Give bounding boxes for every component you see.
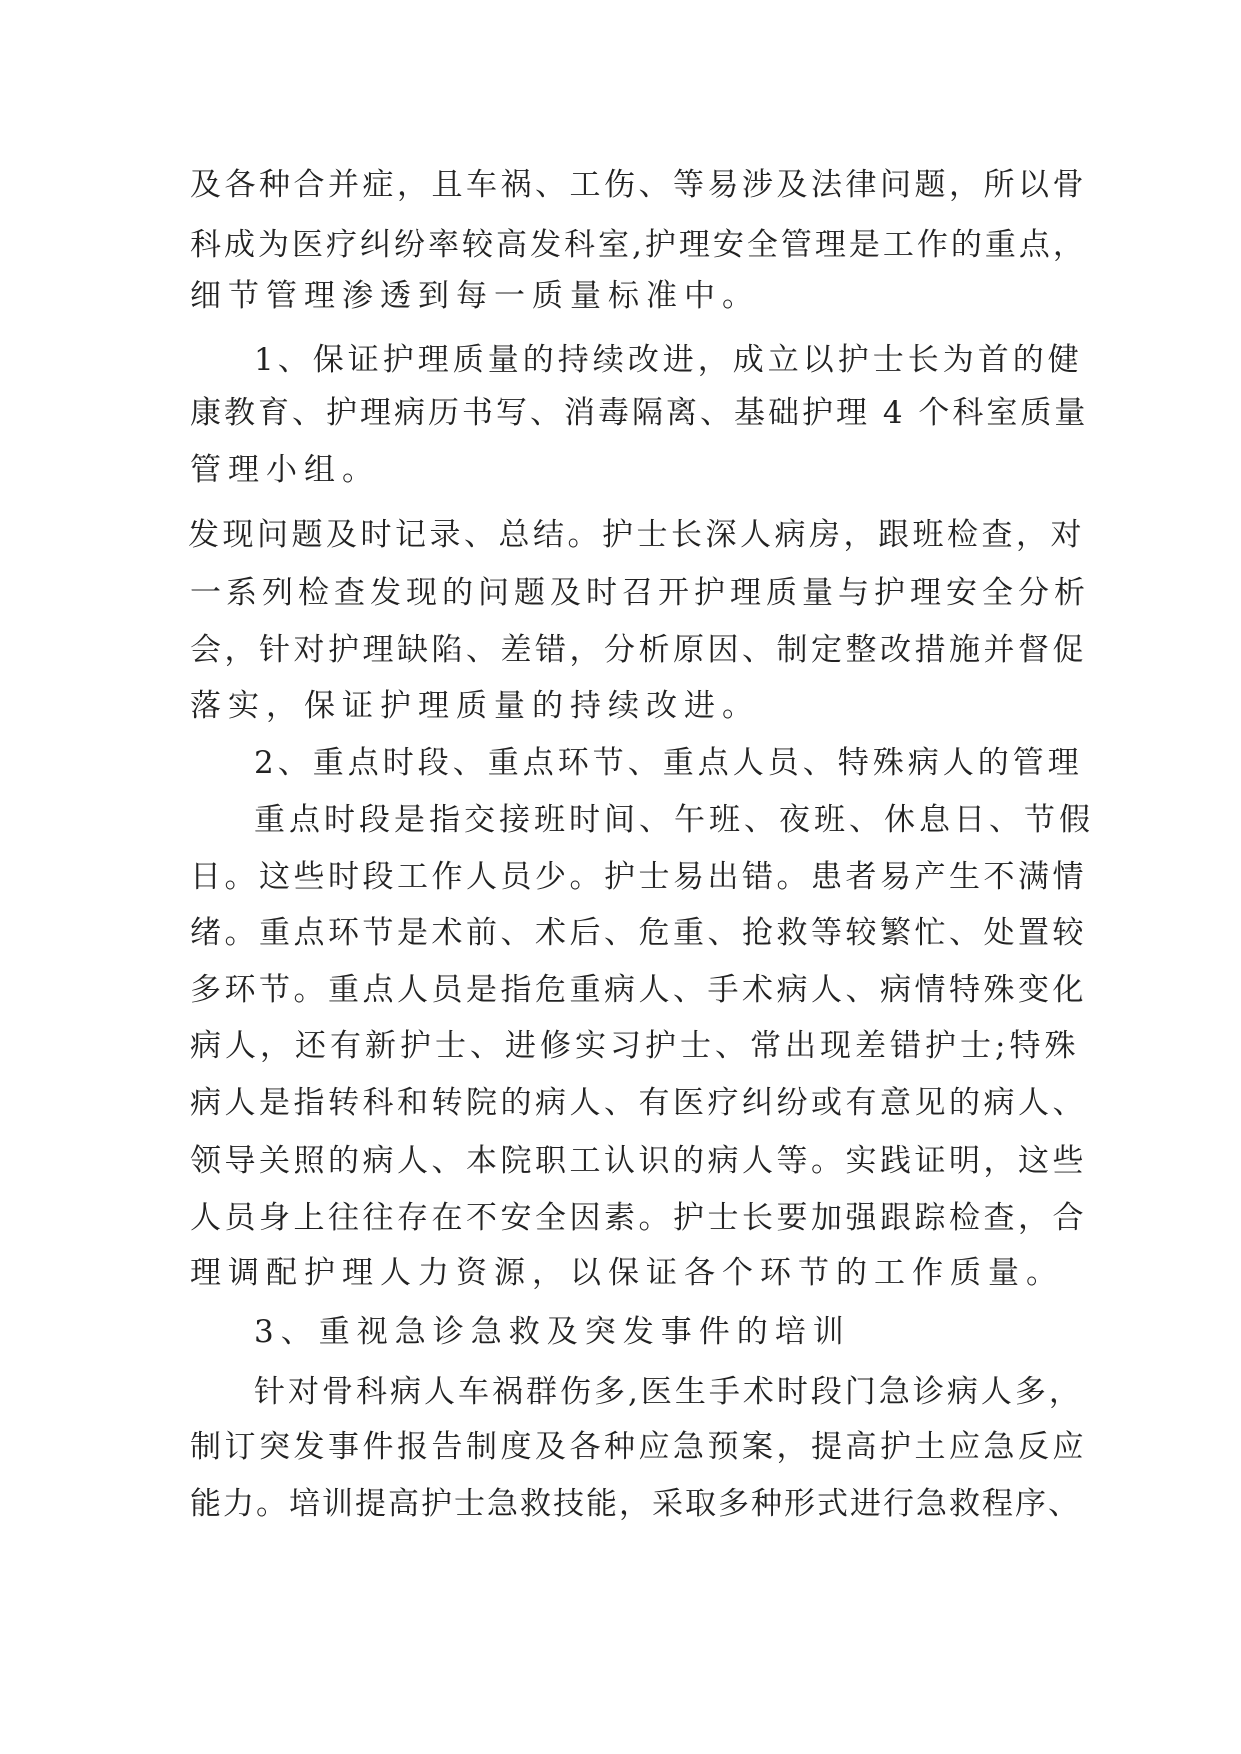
text-line: 1、保证护理质量的持续改进，成立以护士长为首的健 bbox=[254, 342, 1083, 378]
section-heading: 3、重视急诊急救及突发事件的培训 bbox=[254, 1314, 851, 1350]
text-line: 多环节。重点人员是指危重病人、手术病人、病情特殊变化 bbox=[190, 972, 1087, 1008]
text-line: 制订突发事件报告制度及各种应急预案，提高护土应急反应 bbox=[190, 1429, 1087, 1465]
section-heading: 2、重点时段、重点环节、重点人员、特殊病人的管理 bbox=[254, 745, 1083, 781]
text-line: 绪。重点环节是术前、术后、危重、抢救等较繁忙、处置较 bbox=[190, 915, 1087, 951]
text-line: 日。这些时段工作人员少。护士易出错。患者易产生不满情 bbox=[190, 859, 1087, 895]
text-line: 针对骨科病人车祸群伤多,医生手术时段门急诊病人多， bbox=[254, 1374, 1083, 1410]
text-line: 病人是指转科和转院的病人、有医疗纠纷或有意见的病人、 bbox=[190, 1085, 1087, 1121]
text-line: 领导关照的病人、本院职工认识的病人等。实践证明，这些 bbox=[190, 1143, 1087, 1179]
text-line: 人员身上往往存在不安全因素。护士长要加强跟踪检查，合 bbox=[190, 1200, 1087, 1236]
text-line: 落实，保证护理质量的持续改进。 bbox=[190, 688, 760, 724]
text-line: 科成为医疗纠纷率较高发科室,护理安全管理是工作的重点， bbox=[190, 227, 1087, 263]
text-line: 一系列检查发现的问题及时召开护理质量与护理安全分析 bbox=[190, 575, 1090, 611]
text-line: 及各种合并症，且车祸、工伤、等易涉及法律问题，所以骨 bbox=[190, 167, 1087, 203]
text-line: 发现问题及时记录、总结。护士长深人病房，跟班检查，对 bbox=[188, 517, 1085, 553]
text-line: 重点时段是指交接班时间、午班、夜班、休息日、节假 bbox=[254, 802, 1094, 838]
text-line: 康教育、护理病历书写、消毒隔离、基础护理 4 个科室质量 bbox=[190, 395, 1089, 431]
text-line: 能力。培训提高护士急救技能，采取多种形式进行急救程序、 bbox=[190, 1486, 1081, 1522]
text-line: 会，针对护理缺陷、差错，分析原因、制定整改措施并督促 bbox=[190, 632, 1087, 668]
text-line: 细节管理渗透到每一质量标准中。 bbox=[190, 278, 760, 314]
text-line: 管理小组。 bbox=[190, 452, 380, 488]
text-line: 理调配护理人力资源，以保证各个环节的工作质量。 bbox=[190, 1255, 1064, 1291]
text-line: 病人，还有新护士、进修实习护士、常出现差错护士;特殊 bbox=[190, 1028, 1080, 1064]
